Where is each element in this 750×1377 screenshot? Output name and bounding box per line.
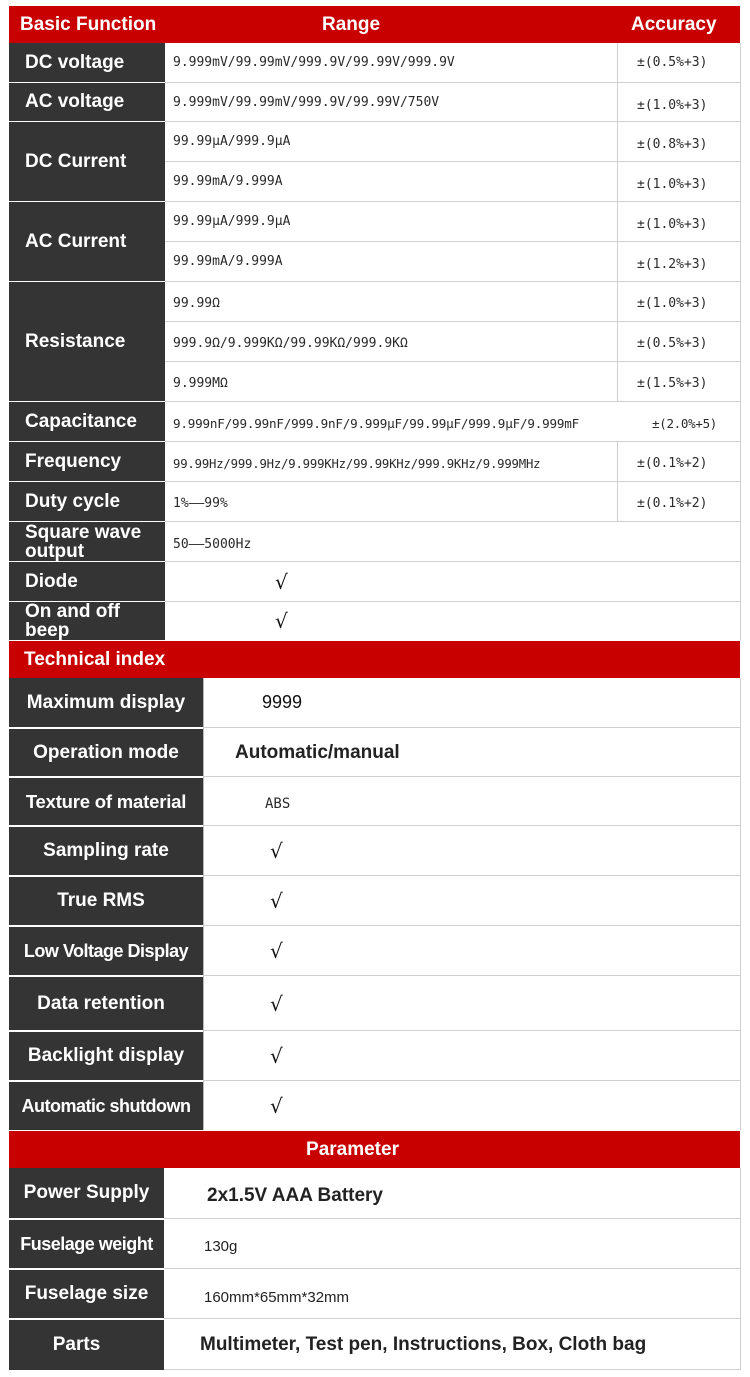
tech-value: Automatic/manual	[235, 741, 400, 763]
accuracy-value: ±(0.8%+3)	[637, 137, 708, 152]
accuracy-value: ±(1.0%+3)	[637, 98, 708, 113]
basic-header	[9, 6, 740, 43]
tech-name: True RMS	[57, 890, 145, 911]
grid-line	[203, 925, 740, 926]
accuracy-value: ±(0.5%+3)	[637, 55, 708, 70]
accuracy-value: ±(1.0%+3)	[637, 217, 708, 232]
function-name: Duty cycle	[25, 490, 121, 512]
tech-name: Maximum display	[26, 691, 186, 713]
section-title: Parameter	[306, 1138, 399, 1160]
param-value: Multimeter, Test pen, Instructions, Box, Cloth bag	[200, 1334, 647, 1355]
grid-line	[203, 727, 740, 728]
grid-line	[203, 875, 740, 876]
accuracy-value: ±(0.1%+2)	[637, 456, 708, 471]
function-name: Frequency	[25, 450, 122, 472]
tech-name: Low Voltage Display	[23, 940, 189, 961]
check-icon: √	[270, 1044, 283, 1068]
accuracy-value: ±(1.0%+3)	[637, 296, 708, 311]
range-value: 999.9Ω/9.999KΩ/99.99KΩ/999.9KΩ	[173, 336, 408, 351]
grid-line	[165, 601, 740, 602]
section-title: Technical index	[24, 648, 166, 670]
function-name: AC Current	[25, 230, 127, 252]
accuracy-value: ±(0.1%+2)	[637, 496, 708, 511]
param-value: 160mm*65mm*32mm	[204, 1288, 350, 1306]
function-name: Resistance	[25, 330, 126, 352]
tech-value: 9999	[262, 692, 303, 712]
range-value: 50——5000Hz	[173, 537, 252, 552]
grid-line	[740, 678, 741, 1130]
param-name: Power Supply	[23, 1182, 150, 1203]
check-icon: √	[270, 839, 283, 863]
grid-line	[203, 975, 740, 976]
param-name: Parts	[52, 1334, 101, 1355]
accuracy-value: ±(1.0%+3)	[637, 177, 708, 192]
tech-name: Automatic shutdown	[21, 1095, 191, 1116]
range-value: 99.99Ω	[173, 296, 220, 311]
function-name: Diode	[25, 570, 78, 592]
accuracy-value: ±(1.2%+3)	[637, 257, 708, 272]
range-value: 99.99μA/999.9μA	[173, 214, 291, 229]
check-icon: √	[275, 569, 288, 594]
range-value: 99.99μA/999.9μA	[173, 134, 291, 149]
technical-header	[9, 641, 740, 678]
range-value: 9.999nF/99.99nF/999.9nF/9.999μF/99.99μF/999.9μF/9.999mF	[173, 416, 580, 431]
accuracy-value: ±(0.5%+3)	[637, 336, 708, 351]
grid-line	[203, 1030, 740, 1031]
range-value: 9.999mV/99.99mV/999.9V/99.99V/750V	[173, 94, 440, 110]
header-basic-function: Basic Function	[20, 13, 157, 35]
tech-name: Operation mode	[33, 741, 179, 763]
grid-line	[203, 678, 204, 1130]
grid-line	[164, 1268, 740, 1269]
grid-line	[617, 441, 618, 521]
range-value: 99.99mA/9.999A	[173, 254, 283, 269]
function-name: DC voltage	[25, 51, 125, 73]
header-accuracy: Accuracy	[631, 13, 717, 35]
grid-line	[203, 776, 740, 777]
check-icon: √	[270, 889, 283, 913]
param-value: 2x1.5V AAA Battery	[207, 1184, 384, 1206]
grid-line	[740, 43, 741, 640]
check-icon: √	[275, 609, 288, 633]
check-icon: √	[270, 939, 283, 963]
grid-line	[203, 1080, 740, 1081]
range-value: 9.999mV/99.99mV/999.9V/99.99V/999.9V	[173, 55, 455, 70]
param-name: Fuselage size	[24, 1283, 149, 1304]
range-value: 99.99Hz/999.9Hz/9.999KHz/99.99KHz/999.9KHz/9.999MHz	[173, 456, 541, 471]
param-name: Fuselage weight	[20, 1233, 153, 1254]
check-icon: √	[270, 991, 283, 1016]
tech-value: ABS	[265, 795, 291, 812]
tech-name: Data retention	[37, 992, 165, 1014]
function-name: DC Current	[25, 150, 127, 172]
accuracy-value: ±(1.5%+3)	[637, 376, 708, 391]
range-value: 99.99mA/9.999A	[173, 174, 283, 189]
function-name: Square wave output	[25, 521, 142, 562]
function-name: On and off beep	[25, 601, 120, 641]
function-name: AC voltage	[25, 91, 125, 112]
tech-name: Texture of material	[25, 790, 187, 812]
tech-name: Sampling rate	[43, 840, 169, 861]
function-name: Capacitance	[25, 410, 137, 432]
check-icon: √	[270, 1094, 283, 1118]
grid-line	[740, 1168, 741, 1370]
range-value: 9.999MΩ	[173, 376, 228, 391]
range-value: 1%——99%	[173, 496, 228, 511]
tech-name: Backlight display	[27, 1045, 185, 1066]
grid-line	[617, 43, 618, 401]
header-range: Range	[322, 13, 381, 35]
param-value: 130g	[204, 1237, 238, 1255]
accuracy-value: ±(2.0%+5)	[652, 416, 718, 431]
parameter-header	[9, 1131, 740, 1168]
